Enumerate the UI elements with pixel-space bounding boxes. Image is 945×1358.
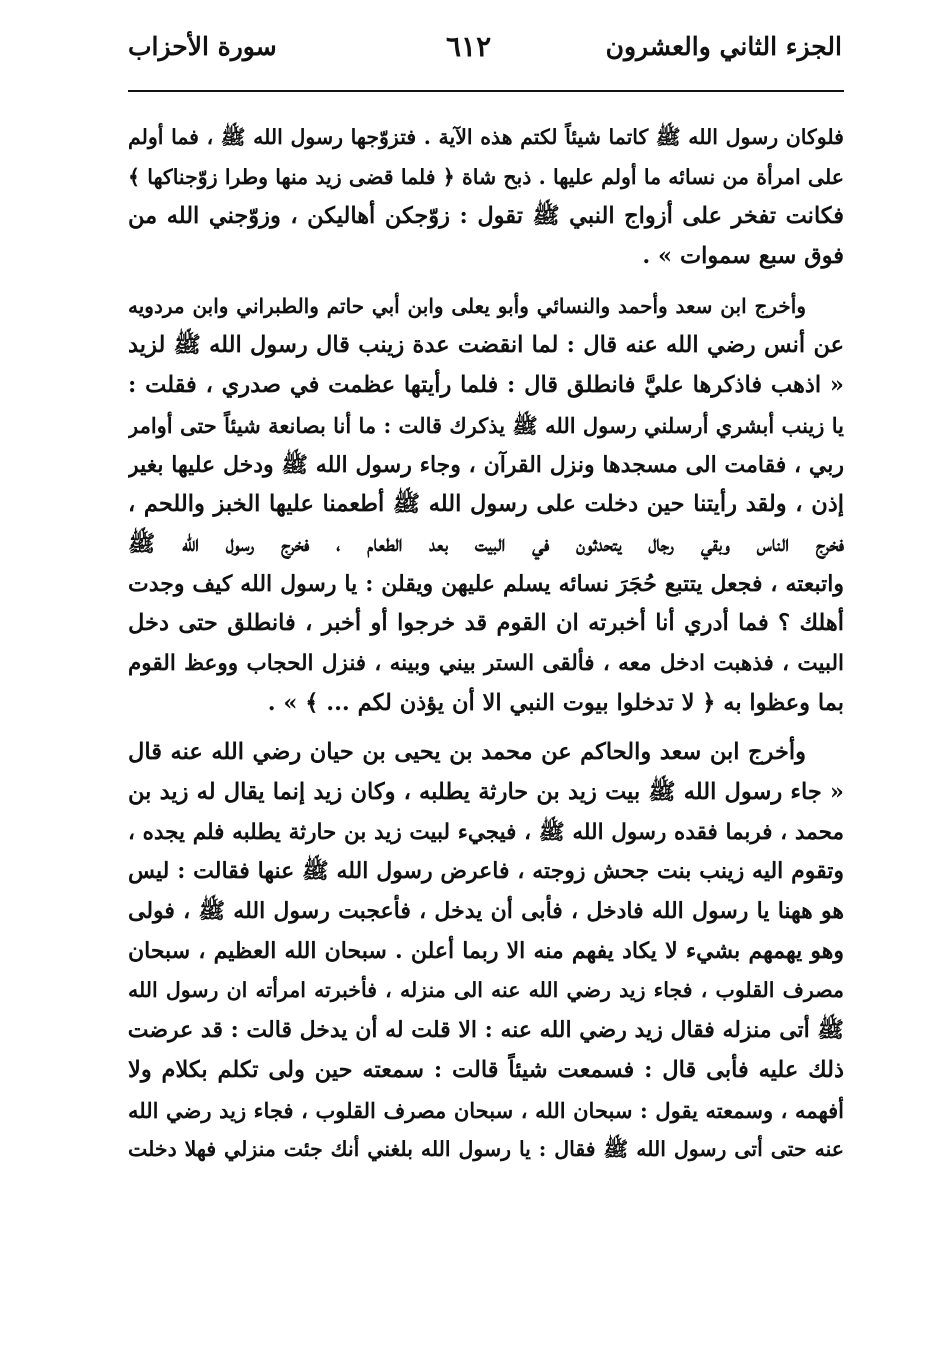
text-line: فخرج الناس وبقي رجال يتحدثون في البيت بعد الطعام ، فخرج رسول الله ﷺ (128, 530, 844, 557)
body-text (128, 118, 844, 1170)
text-line: وهو يهمهم بشيء لا يكاد يفهم منه الا ربما أعلن . سبحان الله العظيم ، سبحان (128, 937, 844, 964)
text-line: عن أنس رضي الله عنه قال : لما انقضت عدة زينب قال رسول الله ﷺ لزيد (128, 332, 844, 359)
text-line: وأخرج ابن سعد وأحمد والنسائي وأبو يعلى وابن أبي حاتم والطبراني وابن مردويه (128, 293, 806, 318)
surah-title: سورة الأحزاب (128, 32, 277, 61)
page-header (128, 28, 842, 72)
text-line: وأخرج ابن سعد والحاكم عن محمد بن يحيى بن حيان رضي الله عنه قال (128, 739, 806, 766)
page-number: ٦١٢ (446, 30, 492, 63)
paragraph-gap (128, 277, 844, 287)
paragraph-1 (128, 118, 844, 277)
text-line: البيت ، فذهبت ادخل معه ، فألقى الستر بيني وبينه ، فنزل الحجاب ووعظ القوم (128, 650, 844, 676)
text-line: هو ههنا يا رسول الله فادخل ، فأبى أن يدخل ، فأعجبت رسول الله ﷺ ، فولى (128, 898, 844, 925)
text-line: إذن ، ولقد رأيتنا حين دخلت على رسول الله ﷺ أطعمنا عليها الخبز واللحم ، (128, 491, 844, 518)
text-line: فكانت تفخر على أزواج النبي ﷺ تقول : زوّجكن أهاليكن ، وزوّجني الله من (128, 203, 844, 230)
text-line: مصرف القلوب ، فجاء زيد رضي الله عنه الى منزله ، فأخبرته امرأته ان رسول الله (128, 978, 844, 1003)
paragraph-2 (128, 287, 844, 724)
text-line: أهلك ؟ فما أدري أنا أخبرته ان القوم قد خرجوا أو أخبر ، فانطلق حتى دخل (128, 610, 844, 637)
text-line: فلوكان رسول الله ﷺ كاتما شيئاً لكتم هذه الآية . فتزوّجها رسول الله ﷺ ، فما أولم (128, 125, 844, 149)
text-line: عنه حتى أتى رسول الله ﷺ فقال : يا رسول الله بلغني أنك جئت منزلي فهلا دخلت (128, 1137, 844, 1162)
paragraph-3 (128, 733, 844, 1170)
text-line: واتبعته ، فجعل يتتبع حُجَرَ نسائه يسلم عليهن ويقلن : يا رسول الله كيف وجدت (128, 570, 844, 597)
text-line: فوق سبع سموات » . (642, 243, 844, 270)
text-line: ﷺ أتى منزله فقال زيد رضي الله عنه : الا قلت له أن يدخل قالت : قد عرضت (128, 1017, 844, 1044)
text-line: بما وعظوا به ﴿ لا تدخلوا بيوت النبي الا أن يؤذن لكم ... ﴾ » . (267, 689, 844, 716)
text-line: « جاء رسول الله ﷺ بيت زيد بن حارثة يطلبه ، وكان زيد إنما يقال له زيد بن (128, 779, 844, 805)
header-rule (128, 90, 844, 92)
text-line: على امرأة من نسائه ما أولم عليها . ذبح شاة ﴿ فلما قضى زيد منها وطرا زوّجناكها ﴾ (128, 164, 844, 189)
text-line: « اذهب فاذكرها عليَّ فانطلق قال : فلما رأيتها عظمت في صدري ، فقلت : (128, 372, 844, 399)
paragraph-gap (128, 723, 844, 733)
text-line: وتقوم اليه زينب بنت جحش زوجته ، فاعرض رسول الله ﷺ عنها فقالت : ليس (128, 858, 844, 885)
text-line: محمد ، فربما فقده رسول الله ﷺ ، فيجيء لبيت زيد بن حارثة يطلبه فلم يجده ، (128, 819, 844, 845)
text-line: يا زينب أبشري أرسلني رسول الله ﷺ يذكرك قالت : ما أنا بصانعة شيئاً حتى أوامر (128, 412, 844, 438)
text-line: أفهمه ، وسمعته يقول : سبحان الله ، سبحان مصرف القلوب ، فجاء زيد رضي الله (128, 1097, 844, 1123)
juz-title: الجزء الثاني والعشرون (605, 32, 842, 61)
text-line: ربي ، فقامت الى مسجدها ونزل القرآن ، وجاء رسول الله ﷺ ودخل عليها بغير (128, 451, 844, 478)
text-line: ذلك عليه فأبى قال : فسمعت شيئاً قالت : سمعته حين ولى تكلم بكلام ولا (128, 1056, 844, 1083)
